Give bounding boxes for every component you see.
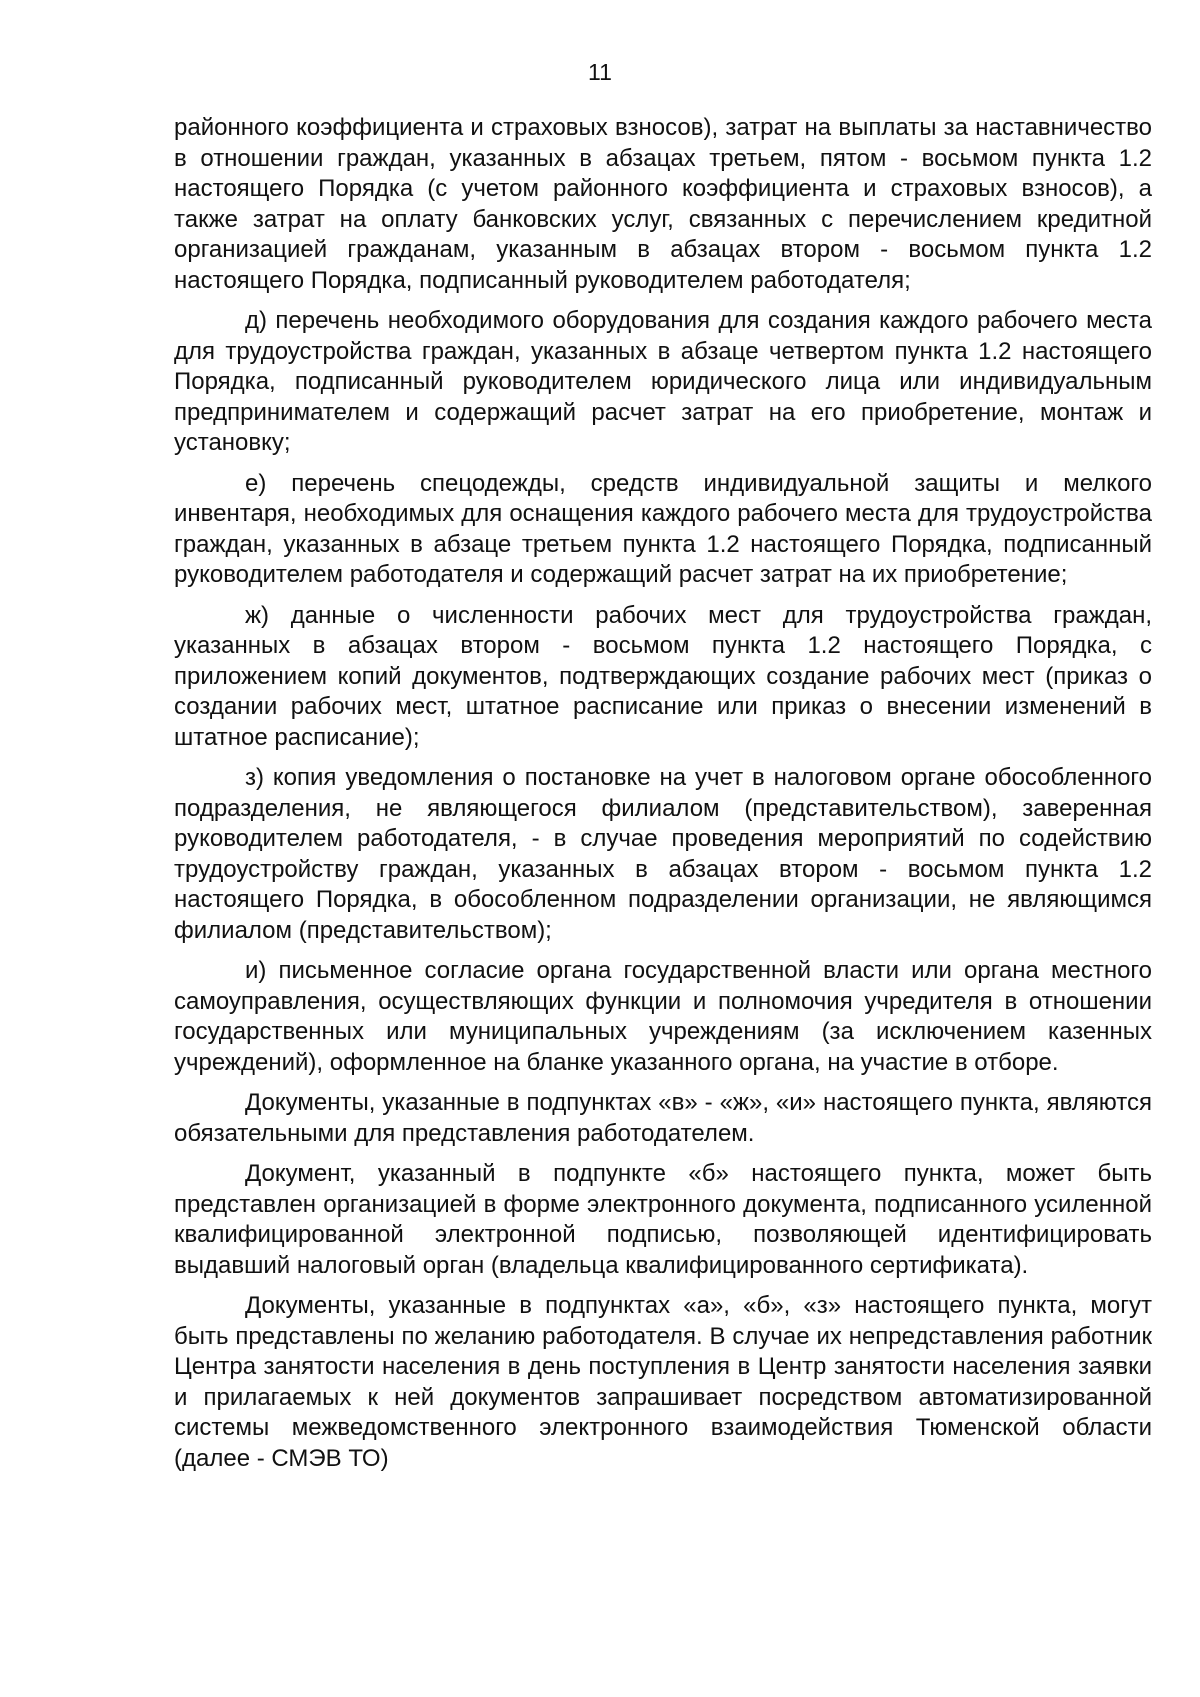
paragraph-item-zh: ж) данные о численности рабочих мест для трудоустройства граждан, указанных в абзацах втором - восьмом пункта 1.2 настоящего Порядка, с приложением копий документов, подтверждающих создание рабочих мест (приказ о создании рабочих мест, штатное расписание или приказ о внесении изменений в штатное расписание); (174, 601, 1152, 751)
paragraph-item-z: з) копия уведомления о постановке на учет в налоговом органе обособленного подразделения, не являющегося филиалом (представительством), заверенная руководителем работодателя, - в случае проведения мероприятий по содействию трудоустройству граждан, указанных в абзацах втором - восьмом пункта 1.2 настоящего Порядка, в обособленном подразделении организации, не являющимся филиалом (представительством); (174, 764, 1152, 944)
paragraph-optional-documents: Документы, указанные в подпунктах «а», «б», «з» настоящего пункта, могут быть представлены по желанию работодателя. В случае их непредставления работник Центра занятости населения в день поступления в Центр занятости населения заявки и прилагаемых к ней документов запрашивает посредством автоматизированной системы межведомственного электронного взаимодействия Тюменской области (далее - СМЭВ ТО) (174, 1292, 1152, 1472)
paragraph-item-e: е) перечень спецодежды, средств индивидуальной защиты и мелкого инвентаря, необходимых для оснащения каждого рабочего места для трудоустройства граждан, указанных в абзаце третьем пункта 1.2 настоящего Порядка, подписанный руководителем работодателя и содержащий расчет затрат на их приобретение; (174, 469, 1152, 588)
document-body (174, 113, 1152, 1474)
page-number: 11 (588, 59, 612, 85)
paragraph-continuation: районного коэффициента и страховых взносов), затрат на выплаты за наставничество в отношении граждан, указанных в абзацах третьем, пятом - восьмом пункта 1.2 настоящего Порядка (с учетом районного коэффициента и страховых взносов), а также затрат на оплату банковских услуг, связанных с перечислением кредитной организацией гражданам, указанным в абзацах втором - восьмом пункта 1.2 настоящего Порядка, подписанный руководителем работодателя; (174, 114, 1152, 294)
paragraph-item-d: д) перечень необходимого оборудования для создания каждого рабочего места для трудоустройства граждан, указанных в абзаце четвертом пункта 1.2 настоящего Порядка, подписанный руководителем юридического лица или индивидуальным предпринимателем и содержащий расчет затрат на его приобретение, монтаж и установку; (174, 307, 1152, 456)
paragraph-electronic-document: Документ, указанный в подпункте «б» настоящего пункта, может быть представлен организацией в форме электронного документа, подписанного усиленной квалифицированной электронной подписью, позволяющей идентифицировать выдавший налоговый орган (владельца квалифицированного сертификата). (174, 1160, 1152, 1279)
paragraph-mandatory-documents: Документы, указанные в подпунктах «в» - «ж», «и» настоящего пункта, являются обязательными для представления работодателем. (174, 1089, 1152, 1147)
paragraph-item-i: и) письменное согласие органа государственной власти или органа местного самоуправления, осуществляющих функции и полномочия учредителя в отношении государственных или муниципальных учреждениям (за исключением казенных учреждений), оформленное на бланке указанного органа, на участие в отборе. (174, 957, 1152, 1076)
